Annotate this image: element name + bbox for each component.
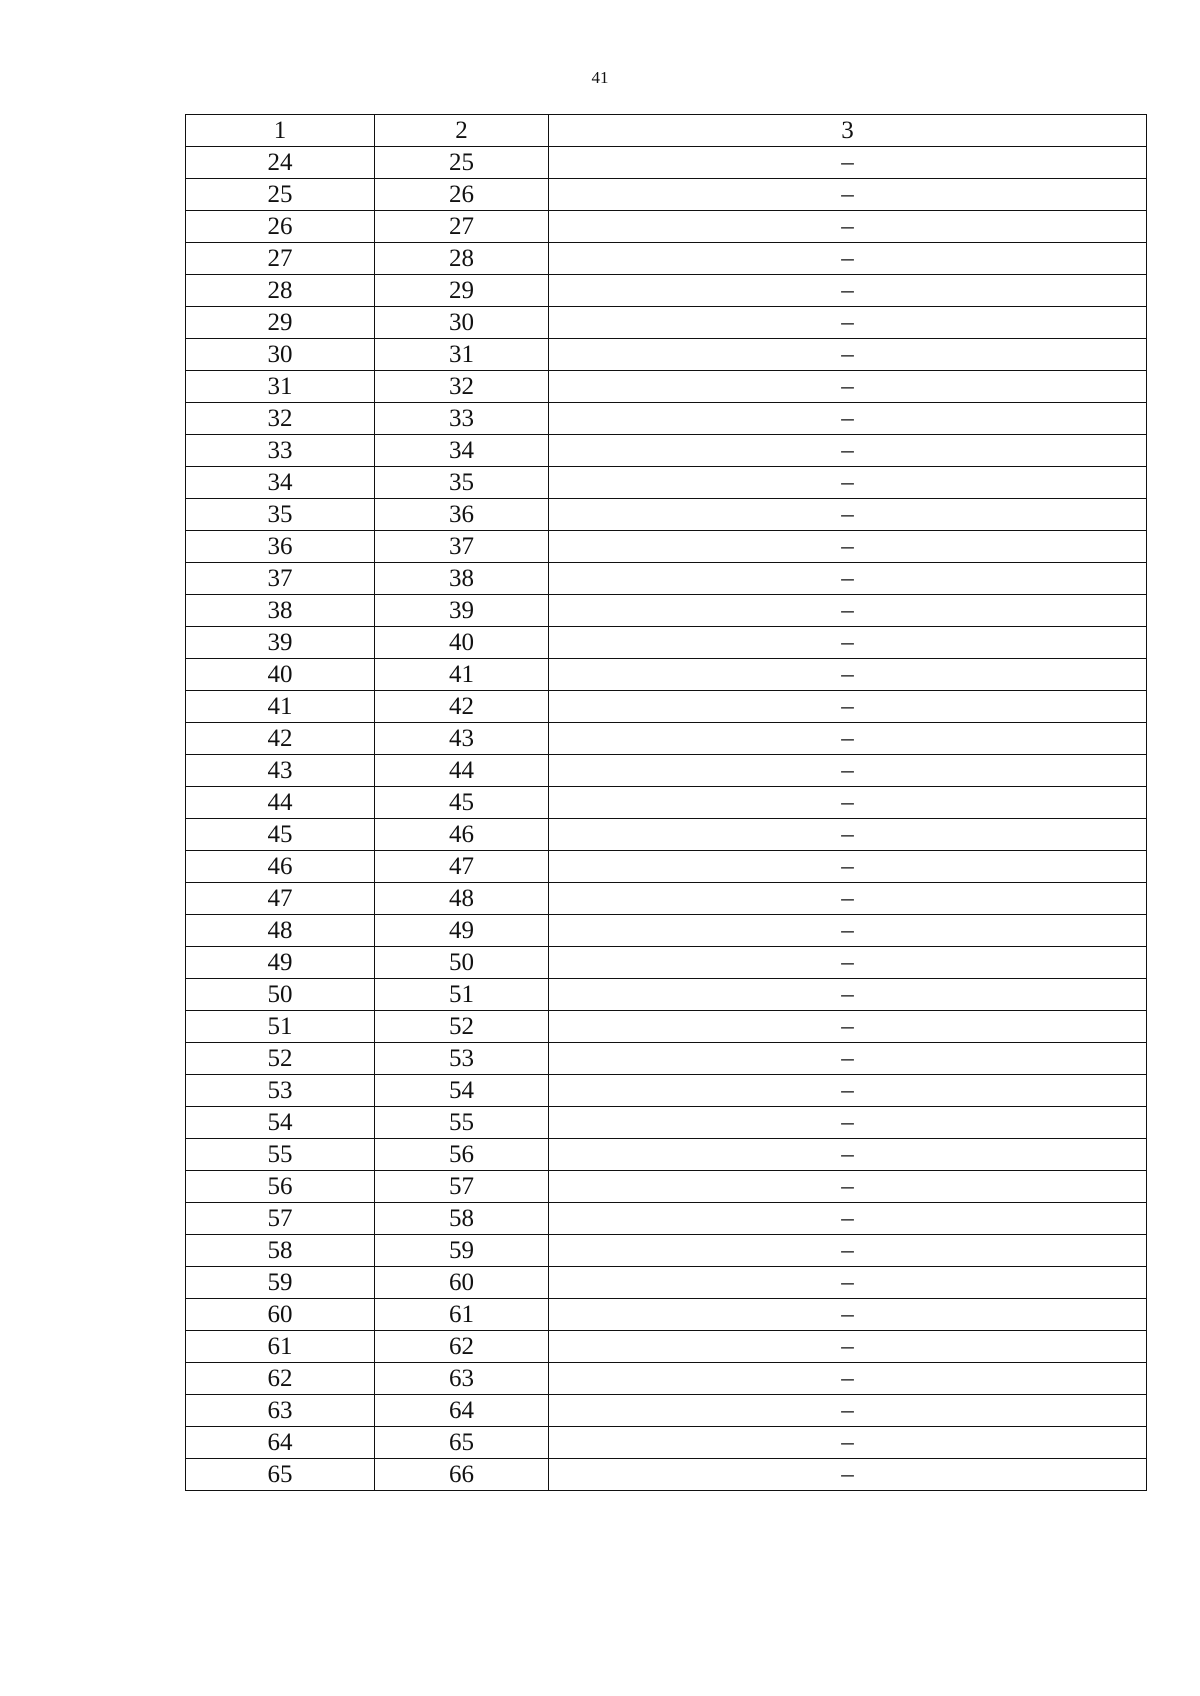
- table-cell-col2: 33: [375, 403, 549, 435]
- table-cell-col3: –: [549, 467, 1147, 499]
- table-cell-col3: –: [549, 403, 1147, 435]
- table-cell-col2: 35: [375, 467, 549, 499]
- table-row: [186, 787, 1147, 819]
- table-cell-col2: 51: [375, 979, 549, 1011]
- table-row: [186, 1139, 1147, 1171]
- table-cell-col2: 50: [375, 947, 549, 979]
- table-cell-col3: –: [549, 1267, 1147, 1299]
- table-cell-col1: 57: [186, 1203, 375, 1235]
- table-cell-col2: 36: [375, 499, 549, 531]
- table-cell-col3: –: [549, 1171, 1147, 1203]
- numbered-table: [185, 114, 1147, 1491]
- table-cell-col2: 59: [375, 1235, 549, 1267]
- table-cell-col1: 24: [186, 147, 375, 179]
- table-row: [186, 1267, 1147, 1299]
- table-cell-col1: 41: [186, 691, 375, 723]
- header-cell-col1: 1: [186, 115, 375, 147]
- table-cell-col2: 64: [375, 1395, 549, 1427]
- table-cell-col2: 56: [375, 1139, 549, 1171]
- table-cell-col3: –: [549, 1075, 1147, 1107]
- table-cell-col2: 54: [375, 1075, 549, 1107]
- table-cell-col3: –: [549, 1043, 1147, 1075]
- table-row: [186, 1011, 1147, 1043]
- table-cell-col1: 51: [186, 1011, 375, 1043]
- table-cell-col2: 65: [375, 1427, 549, 1459]
- table-cell-col1: 60: [186, 1299, 375, 1331]
- table-cell-col2: 49: [375, 915, 549, 947]
- table-row: [186, 915, 1147, 947]
- table-cell-col1: 31: [186, 371, 375, 403]
- table-cell-col3: –: [549, 563, 1147, 595]
- table-cell-col3: –: [549, 819, 1147, 851]
- table-cell-col3: –: [549, 435, 1147, 467]
- table-cell-col3: –: [549, 147, 1147, 179]
- table-row: [186, 627, 1147, 659]
- table-cell-col2: 57: [375, 1171, 549, 1203]
- table-cell-col3: –: [549, 243, 1147, 275]
- table-cell-col3: –: [549, 1395, 1147, 1427]
- table-cell-col1: 48: [186, 915, 375, 947]
- table-cell-col3: –: [549, 691, 1147, 723]
- table-row: [186, 1203, 1147, 1235]
- table-cell-col1: 53: [186, 1075, 375, 1107]
- table-cell-col2: 38: [375, 563, 549, 595]
- table-cell-col1: 43: [186, 755, 375, 787]
- table-cell-col1: 62: [186, 1363, 375, 1395]
- table-cell-col2: 30: [375, 307, 549, 339]
- table-row: [186, 723, 1147, 755]
- table-cell-col2: 32: [375, 371, 549, 403]
- table-cell-col3: –: [549, 1011, 1147, 1043]
- table-cell-col1: 55: [186, 1139, 375, 1171]
- table-row: [186, 659, 1147, 691]
- table-cell-col1: 52: [186, 1043, 375, 1075]
- table-cell-col3: –: [549, 1235, 1147, 1267]
- table-cell-col1: 28: [186, 275, 375, 307]
- table-cell-col1: 27: [186, 243, 375, 275]
- table-cell-col1: 29: [186, 307, 375, 339]
- table-cell-col2: 44: [375, 755, 549, 787]
- table-header-row: [186, 115, 1147, 147]
- table-cell-col3: –: [549, 851, 1147, 883]
- table-row: [186, 819, 1147, 851]
- table-cell-col2: 29: [375, 275, 549, 307]
- table-row: [186, 1107, 1147, 1139]
- table-cell-col1: 45: [186, 819, 375, 851]
- table-cell-col1: 65: [186, 1459, 375, 1491]
- table-cell-col1: 34: [186, 467, 375, 499]
- table-cell-col1: 30: [186, 339, 375, 371]
- table-row: [186, 403, 1147, 435]
- table-row: [186, 531, 1147, 563]
- table-cell-col1: 39: [186, 627, 375, 659]
- table-row: [186, 211, 1147, 243]
- table-row: [186, 1395, 1147, 1427]
- table-cell-col1: 54: [186, 1107, 375, 1139]
- table-cell-col1: 64: [186, 1427, 375, 1459]
- table-body: [186, 115, 1147, 1491]
- table-cell-col3: –: [549, 883, 1147, 915]
- table-cell-col1: 32: [186, 403, 375, 435]
- table-cell-col2: 66: [375, 1459, 549, 1491]
- table-row: [186, 147, 1147, 179]
- table-cell-col2: 55: [375, 1107, 549, 1139]
- table-cell-col3: –: [549, 307, 1147, 339]
- table-row: [186, 1235, 1147, 1267]
- table-row: [186, 371, 1147, 403]
- table-cell-col1: 38: [186, 595, 375, 627]
- table-cell-col3: –: [549, 1459, 1147, 1491]
- table-row: [186, 307, 1147, 339]
- table-cell-col1: 33: [186, 435, 375, 467]
- table-row: [186, 499, 1147, 531]
- table-cell-col1: 36: [186, 531, 375, 563]
- table-cell-col1: 49: [186, 947, 375, 979]
- data-table: [185, 114, 1147, 1491]
- header-cell-col2: 2: [375, 115, 549, 147]
- table-row: [186, 1299, 1147, 1331]
- table-row: [186, 1043, 1147, 1075]
- table-cell-col2: 40: [375, 627, 549, 659]
- table-cell-col2: 46: [375, 819, 549, 851]
- table-cell-col1: 35: [186, 499, 375, 531]
- table-row: [186, 691, 1147, 723]
- header-cell-col3: 3: [549, 115, 1147, 147]
- table-cell-col1: 40: [186, 659, 375, 691]
- table-cell-col3: –: [549, 915, 1147, 947]
- table-cell-col3: –: [549, 723, 1147, 755]
- table-row: [186, 275, 1147, 307]
- table-row: [186, 1363, 1147, 1395]
- table-cell-col2: 41: [375, 659, 549, 691]
- table-row: [186, 947, 1147, 979]
- table-cell-col1: 42: [186, 723, 375, 755]
- table-cell-col1: 61: [186, 1331, 375, 1363]
- table-cell-col3: –: [549, 531, 1147, 563]
- table-cell-col3: –: [549, 659, 1147, 691]
- table-row: [186, 1427, 1147, 1459]
- table-cell-col2: 39: [375, 595, 549, 627]
- table-cell-col2: 61: [375, 1299, 549, 1331]
- table-cell-col2: 45: [375, 787, 549, 819]
- table-cell-col1: 25: [186, 179, 375, 211]
- table-row: [186, 883, 1147, 915]
- table-cell-col2: 27: [375, 211, 549, 243]
- table-cell-col2: 58: [375, 1203, 549, 1235]
- table-cell-col2: 34: [375, 435, 549, 467]
- table-cell-col3: –: [549, 1203, 1147, 1235]
- table-cell-col2: 63: [375, 1363, 549, 1395]
- table-cell-col3: –: [549, 595, 1147, 627]
- table-cell-col2: 37: [375, 531, 549, 563]
- table-cell-col3: –: [549, 1299, 1147, 1331]
- table-row: [186, 1075, 1147, 1107]
- table-row: [186, 339, 1147, 371]
- table-cell-col2: 53: [375, 1043, 549, 1075]
- table-row: [186, 979, 1147, 1011]
- table-cell-col1: 46: [186, 851, 375, 883]
- table-cell-col1: 47: [186, 883, 375, 915]
- table-cell-col2: 52: [375, 1011, 549, 1043]
- table-cell-col2: 42: [375, 691, 549, 723]
- table-cell-col1: 44: [186, 787, 375, 819]
- table-cell-col1: 56: [186, 1171, 375, 1203]
- table-cell-col3: –: [549, 1331, 1147, 1363]
- table-row: [186, 435, 1147, 467]
- page-number: 41: [591, 68, 609, 87]
- table-cell-col3: –: [549, 339, 1147, 371]
- table-cell-col1: 59: [186, 1267, 375, 1299]
- table-row: [186, 1459, 1147, 1491]
- table-cell-col3: –: [549, 1139, 1147, 1171]
- table-row: [186, 851, 1147, 883]
- table-cell-col2: 31: [375, 339, 549, 371]
- table-cell-col3: –: [549, 1427, 1147, 1459]
- table-cell-col1: 50: [186, 979, 375, 1011]
- table-cell-col2: 47: [375, 851, 549, 883]
- table-cell-col3: –: [549, 211, 1147, 243]
- table-row: [186, 467, 1147, 499]
- table-row: [186, 243, 1147, 275]
- table-row: [186, 1331, 1147, 1363]
- table-cell-col3: –: [549, 499, 1147, 531]
- table-cell-col3: –: [549, 947, 1147, 979]
- table-cell-col2: 43: [375, 723, 549, 755]
- table-cell-col1: 58: [186, 1235, 375, 1267]
- table-cell-col3: –: [549, 787, 1147, 819]
- table-row: [186, 179, 1147, 211]
- table-cell-col2: 26: [375, 179, 549, 211]
- table-cell-col3: –: [549, 755, 1147, 787]
- table-cell-col1: 37: [186, 563, 375, 595]
- table-cell-col1: 63: [186, 1395, 375, 1427]
- table-cell-col3: –: [549, 979, 1147, 1011]
- table-cell-col2: 25: [375, 147, 549, 179]
- table-cell-col1: 26: [186, 211, 375, 243]
- table-row: [186, 755, 1147, 787]
- table-cell-col3: –: [549, 1363, 1147, 1395]
- table-cell-col2: 62: [375, 1331, 549, 1363]
- table-row: [186, 1171, 1147, 1203]
- table-cell-col3: –: [549, 1107, 1147, 1139]
- table-cell-col3: –: [549, 371, 1147, 403]
- table-cell-col3: –: [549, 627, 1147, 659]
- table-cell-col3: –: [549, 275, 1147, 307]
- table-row: [186, 563, 1147, 595]
- table-cell-col3: –: [549, 179, 1147, 211]
- table-cell-col2: 60: [375, 1267, 549, 1299]
- table-cell-col2: 28: [375, 243, 549, 275]
- table-row: [186, 595, 1147, 627]
- table-cell-col2: 48: [375, 883, 549, 915]
